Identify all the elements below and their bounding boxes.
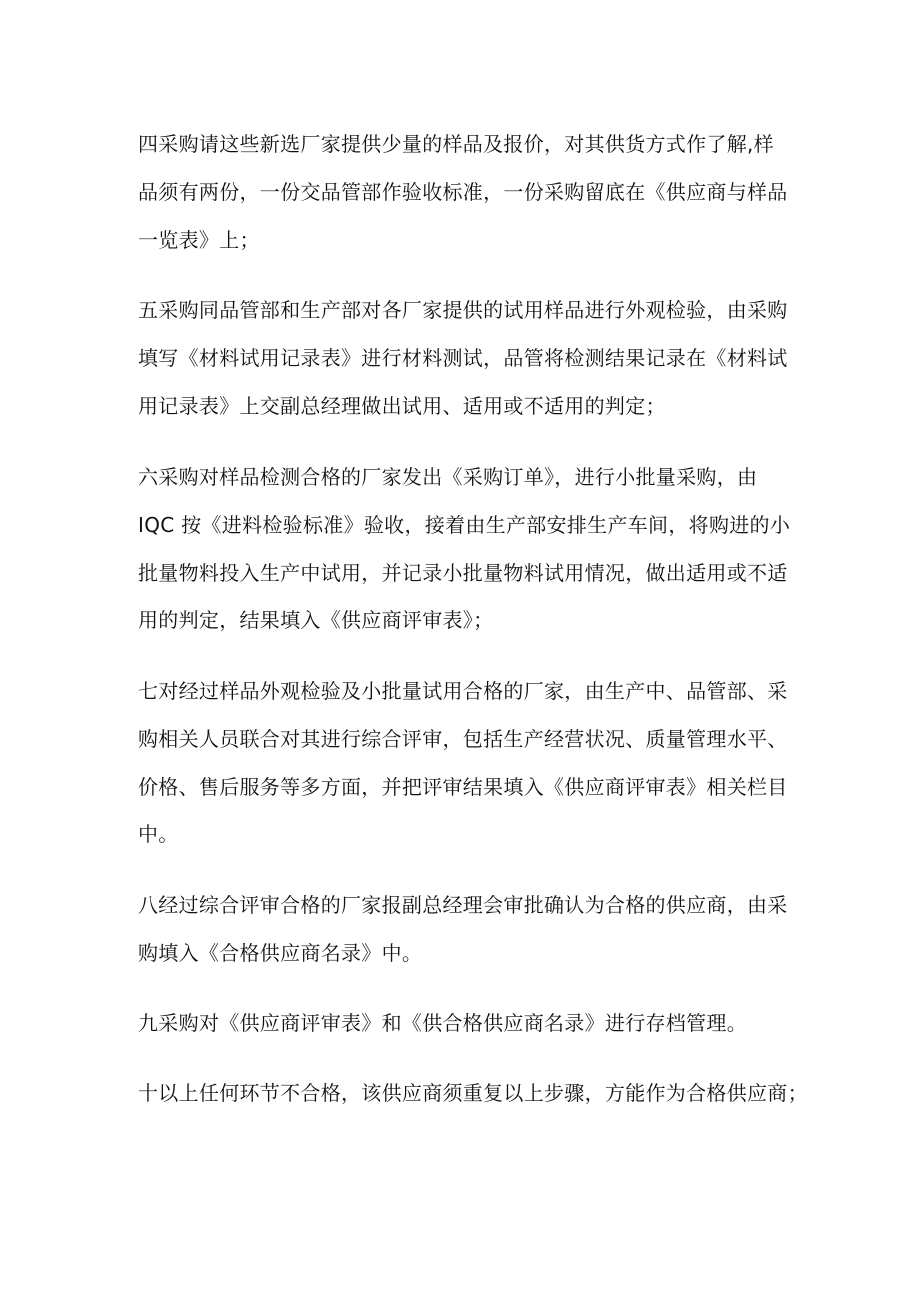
text-line: 购填入《合格供应商名录》中。 (138, 941, 423, 965)
text-line: 八经过综合评审合格的厂家报副总经理会审批确认为合格的供应商，由采 (138, 893, 788, 917)
text-line: 十以上任何环节不合格，该供应商须重复以上步骤，方能作为合格供应商； (138, 1081, 808, 1105)
text-line: 一览表》上； (138, 228, 260, 252)
text-line: 用记录表》上交副总经理做出试用、适用或不适用的判定； (138, 394, 666, 418)
text-line: 中。 (138, 822, 179, 846)
text-line: 用的判定，结果填入《供应商评审表》； (138, 608, 494, 632)
text-line: 批量物料投入生产中试用，并记录小批量物料试用情况，做出适用或不适 (138, 561, 788, 585)
text-line: 填写《材料试用记录表》进行材料测试，品管将检测结果记录在《材料试 (138, 346, 788, 370)
text-line: 五采购同品管部和生产部对各厂家提供的试用样品进行外观检验，由采购 (138, 298, 788, 322)
text-line: 购相关人员联合对其进行综合评审，包括生产经营状况、质量管理水平、 (138, 727, 788, 751)
text-line: 九采购对《供应商评审表》和《供合格供应商名录》进行存档管理。 (138, 1011, 747, 1035)
text-line: 四采购请这些新选厂家提供少量的样品及报价，对其供货方式作了解,样 (138, 132, 774, 156)
text-line: 七对经过样品外观检验及小批量试用合格的厂家，由生产中、品管部、采 (138, 679, 788, 703)
text-line: IQC 按《进料检验标准》验收，接着由生产部安排生产车间，将购进的小 (138, 513, 791, 537)
text-line: 品须有两份，一份交品管部作验收标准，一份采购留底在《供应商与样品 (138, 180, 788, 204)
text-line: 六采购对样品检测合格的厂家发出《采购订单》，进行小批量采购，由 (138, 465, 758, 489)
text-line: 价格、售后服务等多方面，并把评审结果填入《供应商评审表》相关栏目 (138, 775, 788, 799)
